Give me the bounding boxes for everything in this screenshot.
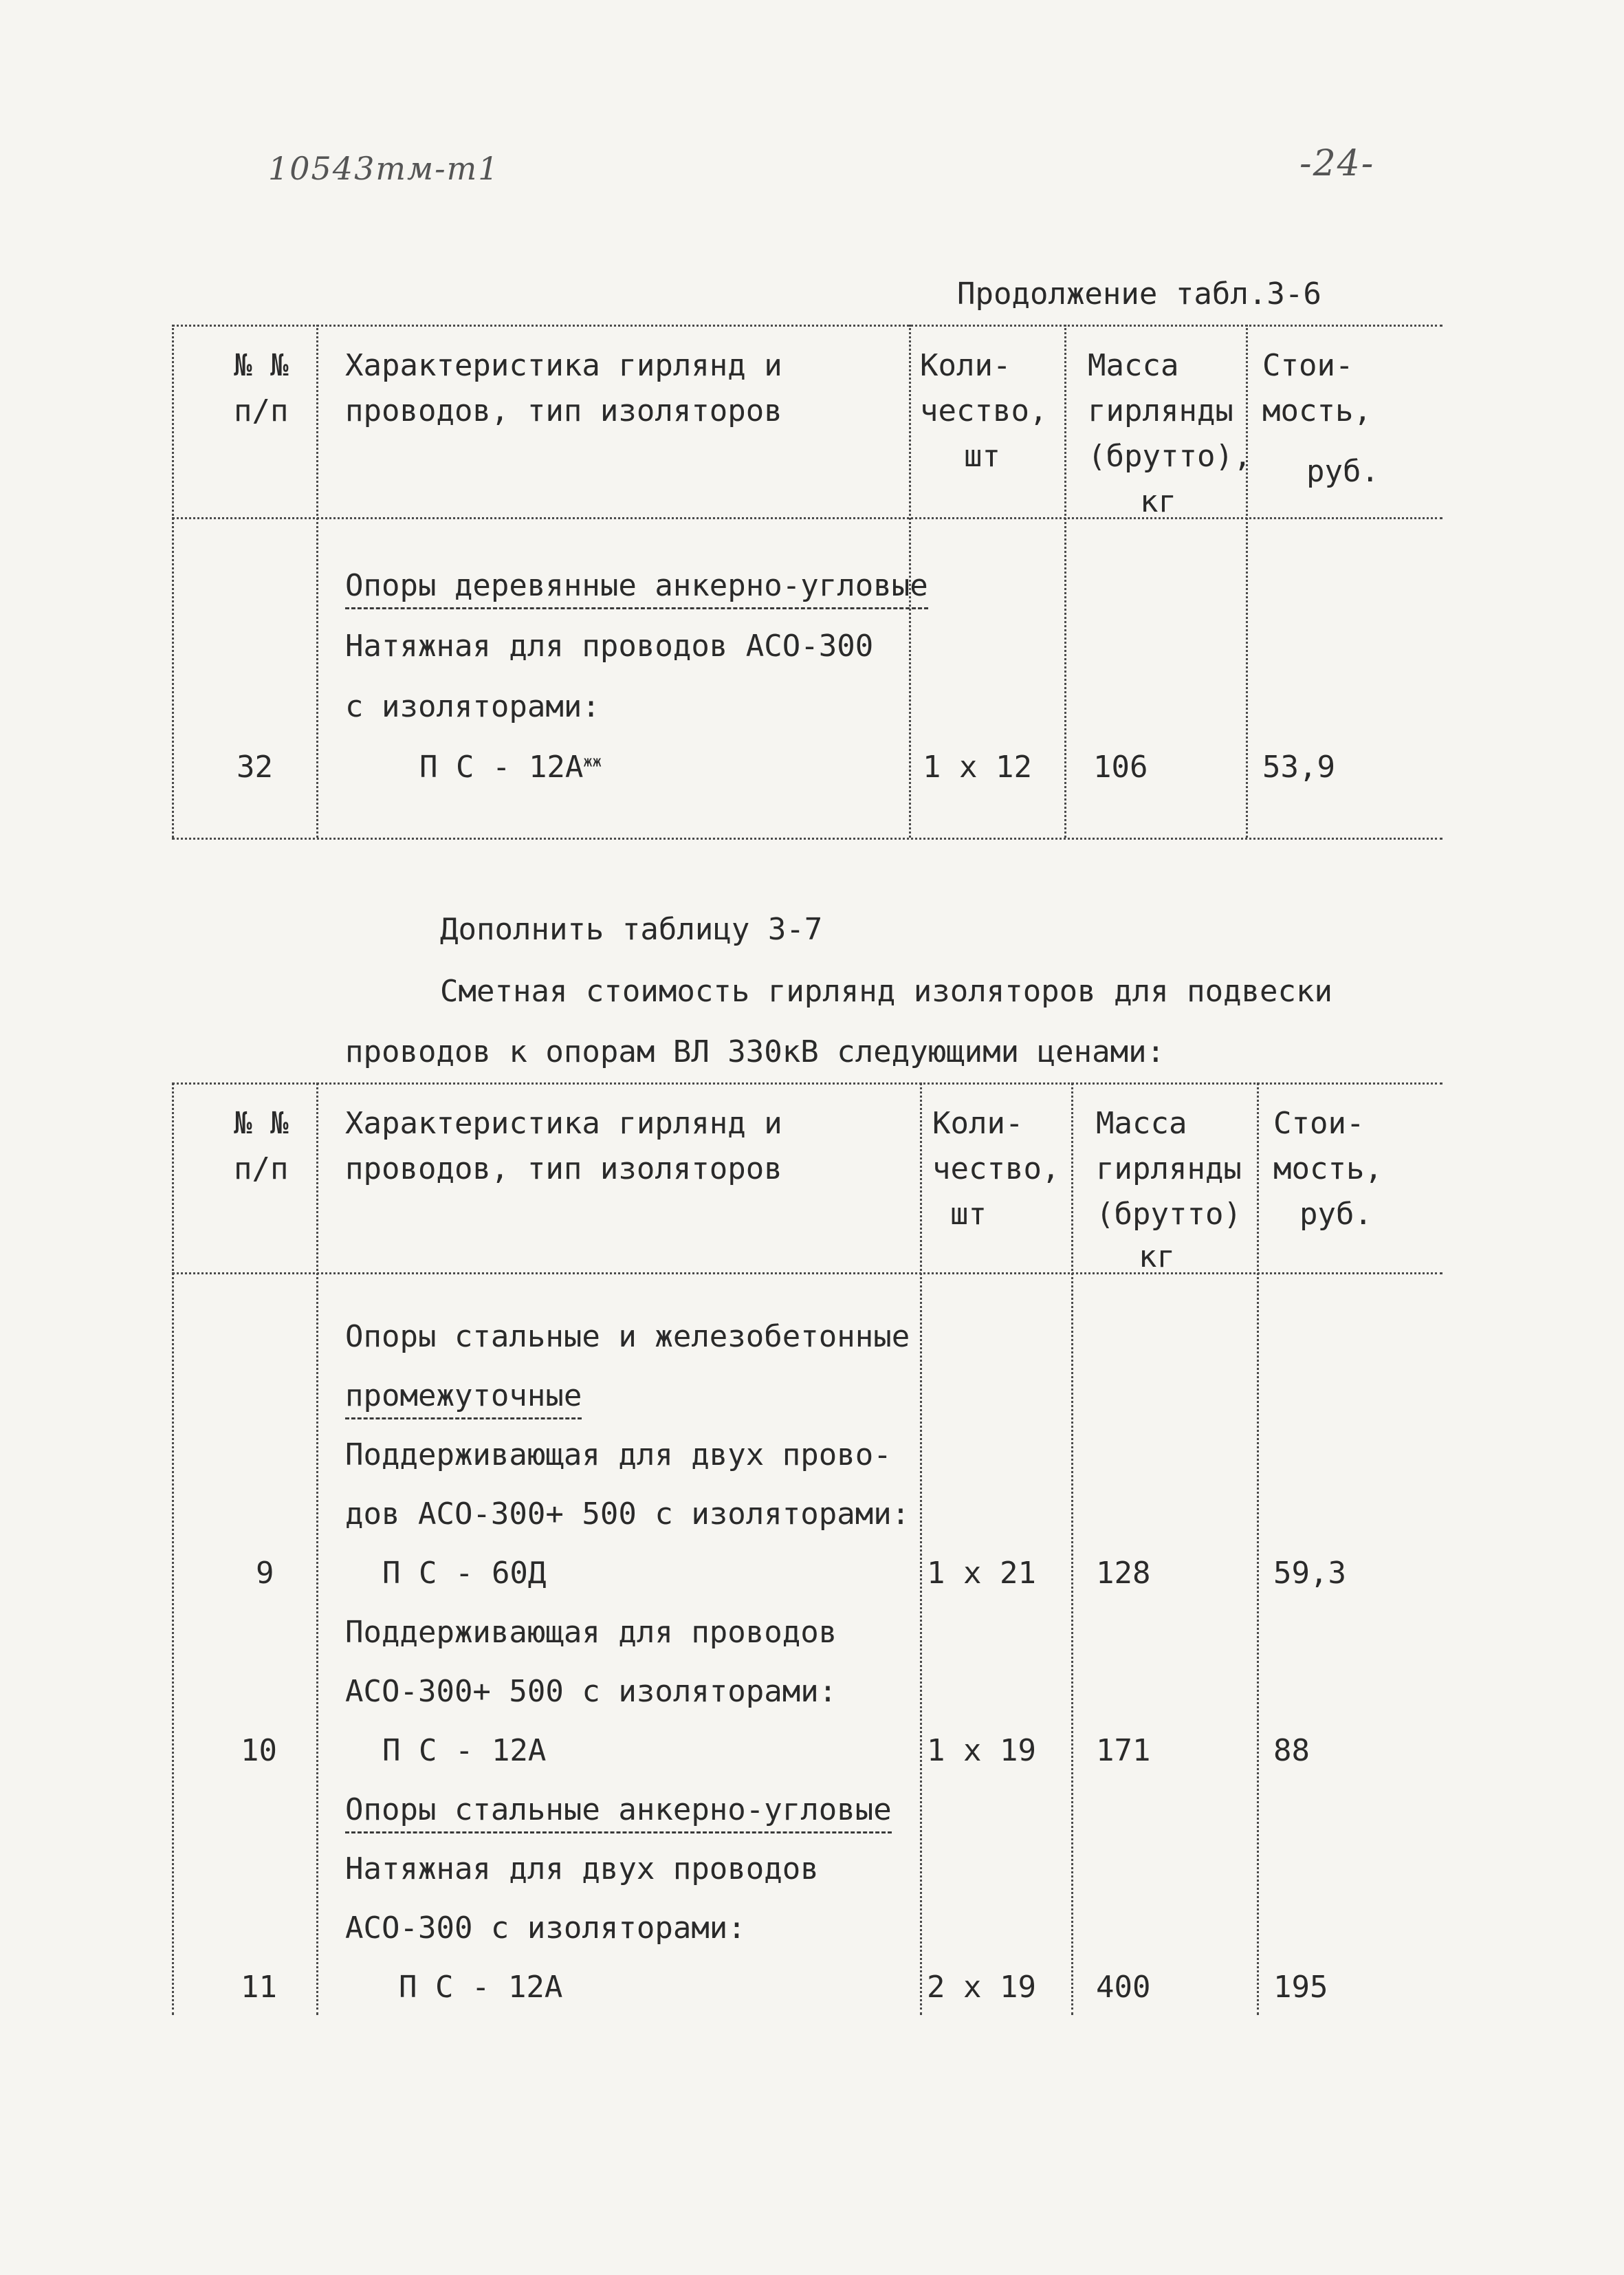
table1-header-num: № № (234, 348, 289, 383)
table2-caption: Сметная стоимость гирлянд изоляторов для подвески (440, 974, 1333, 1009)
table2-col-rule (1257, 1082, 1259, 2015)
table2-row-insulator: П С - 60Д (382, 1556, 547, 1591)
table2-row-insulator: П С - 12А (382, 1733, 547, 1768)
document-code: 10543тм-т1 (268, 150, 500, 187)
table2-header-mass: (брутто) (1096, 1197, 1242, 1232)
table1-header-cost: Стои- (1262, 348, 1354, 383)
table2-row-qty: 1 х 21 (927, 1556, 1036, 1591)
table1-header-num: п/п (234, 393, 289, 428)
table2-row-text (345, 1792, 892, 1827)
table1-row-num: 32 (237, 750, 273, 785)
table1-header-cost: мость, (1262, 393, 1372, 428)
table2-col-rule (316, 1082, 318, 2015)
table2-header-quantity: чество, (932, 1151, 1060, 1186)
table1-row-qty: 1 х 12 (923, 750, 1032, 785)
table2-row-text (345, 1378, 582, 1413)
instruction-text: Дополнить таблицу 3-7 (440, 912, 823, 947)
table2-row-text: АСО-300+ 500 с изоляторами: (345, 1674, 837, 1709)
table2-header-quantity: Коли- (932, 1106, 1024, 1141)
table2-row-mass: 171 (1096, 1733, 1151, 1768)
table2-header-mass: Масса (1096, 1106, 1187, 1141)
table2-row-num: 9 (256, 1556, 274, 1591)
page-number: -24- (1299, 143, 1375, 184)
table1-insulator-type: П С - 12А (419, 750, 584, 785)
table2-col-rule (1071, 1082, 1073, 2015)
table2-row-mass: 128 (1096, 1556, 1151, 1591)
table2-header-cost: мость, (1273, 1151, 1383, 1186)
table2-header-quantity: шт (950, 1197, 987, 1232)
table1-header-characteristic: проводов, тип изоляторов (345, 393, 782, 428)
table1-row-text (345, 568, 928, 603)
table2-row-text: Натяжная для двух проводов (345, 1851, 819, 1886)
table1-header-rule (172, 517, 1442, 519)
table2-col-rule (920, 1082, 922, 2015)
table1-row-cost: 53,9 (1262, 750, 1335, 785)
table2-row-num: 10 (241, 1733, 277, 1768)
table2-header-mass: кг (1139, 1239, 1175, 1274)
table2-row-text: Поддерживающая для проводов (345, 1615, 837, 1650)
table1-header-mass: кг (1140, 484, 1176, 519)
table2-header-characteristic: Характеристика гирлянд и (345, 1106, 782, 1141)
table2-header-characteristic: проводов, тип изоляторов (345, 1151, 782, 1186)
table1-col-rule (1064, 325, 1066, 838)
table2-header-num: п/п (234, 1151, 289, 1186)
table1-row-text: с изоляторами: (345, 689, 600, 724)
table1-row-mass: 106 (1093, 750, 1148, 785)
table1-header-quantity: чество, (920, 393, 1048, 428)
table1-row-insulator (419, 752, 602, 783)
table2-row-cost: 195 (1273, 1970, 1328, 2005)
footnote-mark: жж (583, 753, 602, 771)
table2-row-text: Опоры стальные и железобетонные (345, 1319, 910, 1354)
table1-section-heading: Опоры деревянные анкерно-угловые (345, 568, 928, 609)
table1-header-mass: (брутто), (1088, 439, 1252, 474)
table2-section-heading: Опоры стальные анкерно-угловые (345, 1792, 892, 1833)
table1-header-mass: гирлянды (1088, 393, 1233, 428)
table1-header-cost: руб. (1306, 454, 1379, 489)
table2-caption: проводов к опорам ВЛ 330кВ следующими ценами: (345, 1034, 1165, 1069)
table2-header-mass: гирлянды (1096, 1151, 1242, 1186)
table2-row-cost: 59,3 (1273, 1556, 1346, 1591)
table1-header-characteristic: Характеристика гирлянд и (345, 348, 782, 383)
table2-row-insulator: П С - 12А (399, 1970, 563, 2005)
table1-header-quantity: Коли- (920, 348, 1011, 383)
table2-row-num: 11 (241, 1970, 277, 2005)
table2-row-qty: 1 х 19 (927, 1733, 1036, 1768)
table2-top-rule (172, 1082, 1442, 1085)
table1-header-quantity: шт (964, 439, 1000, 474)
table2-row-cost: 88 (1273, 1733, 1310, 1768)
table1-caption: Продолжение табл.3-6 (957, 276, 1321, 312)
table2-row-qty: 2 х 19 (927, 1970, 1036, 2005)
table2-row-text: Поддерживающая для двух прово- (345, 1437, 892, 1472)
table1-col-rule (316, 325, 318, 838)
table2-header-cost: руб. (1299, 1197, 1372, 1232)
table2-section-heading: промежуточные (345, 1378, 582, 1419)
table1-bottom-rule (172, 838, 1442, 840)
table2-col-rule (172, 1082, 174, 2015)
table1-row-text: Натяжная для проводов АСО-300 (345, 629, 874, 664)
table2-header-num: № № (234, 1106, 289, 1141)
table1-col-rule (1246, 325, 1248, 838)
table2-header-cost: Стои- (1273, 1106, 1365, 1141)
table2-header-rule (172, 1272, 1442, 1274)
table1-col-rule (172, 325, 174, 838)
table1-header-mass: Масса (1088, 348, 1179, 383)
table2-row-text: дов АСО-300+ 500 с изоляторами: (345, 1496, 910, 1532)
table2-row-text: АСО-300 с изоляторами: (345, 1911, 746, 1946)
table1-top-rule (172, 325, 1442, 327)
table2-row-mass: 400 (1096, 1970, 1151, 2005)
